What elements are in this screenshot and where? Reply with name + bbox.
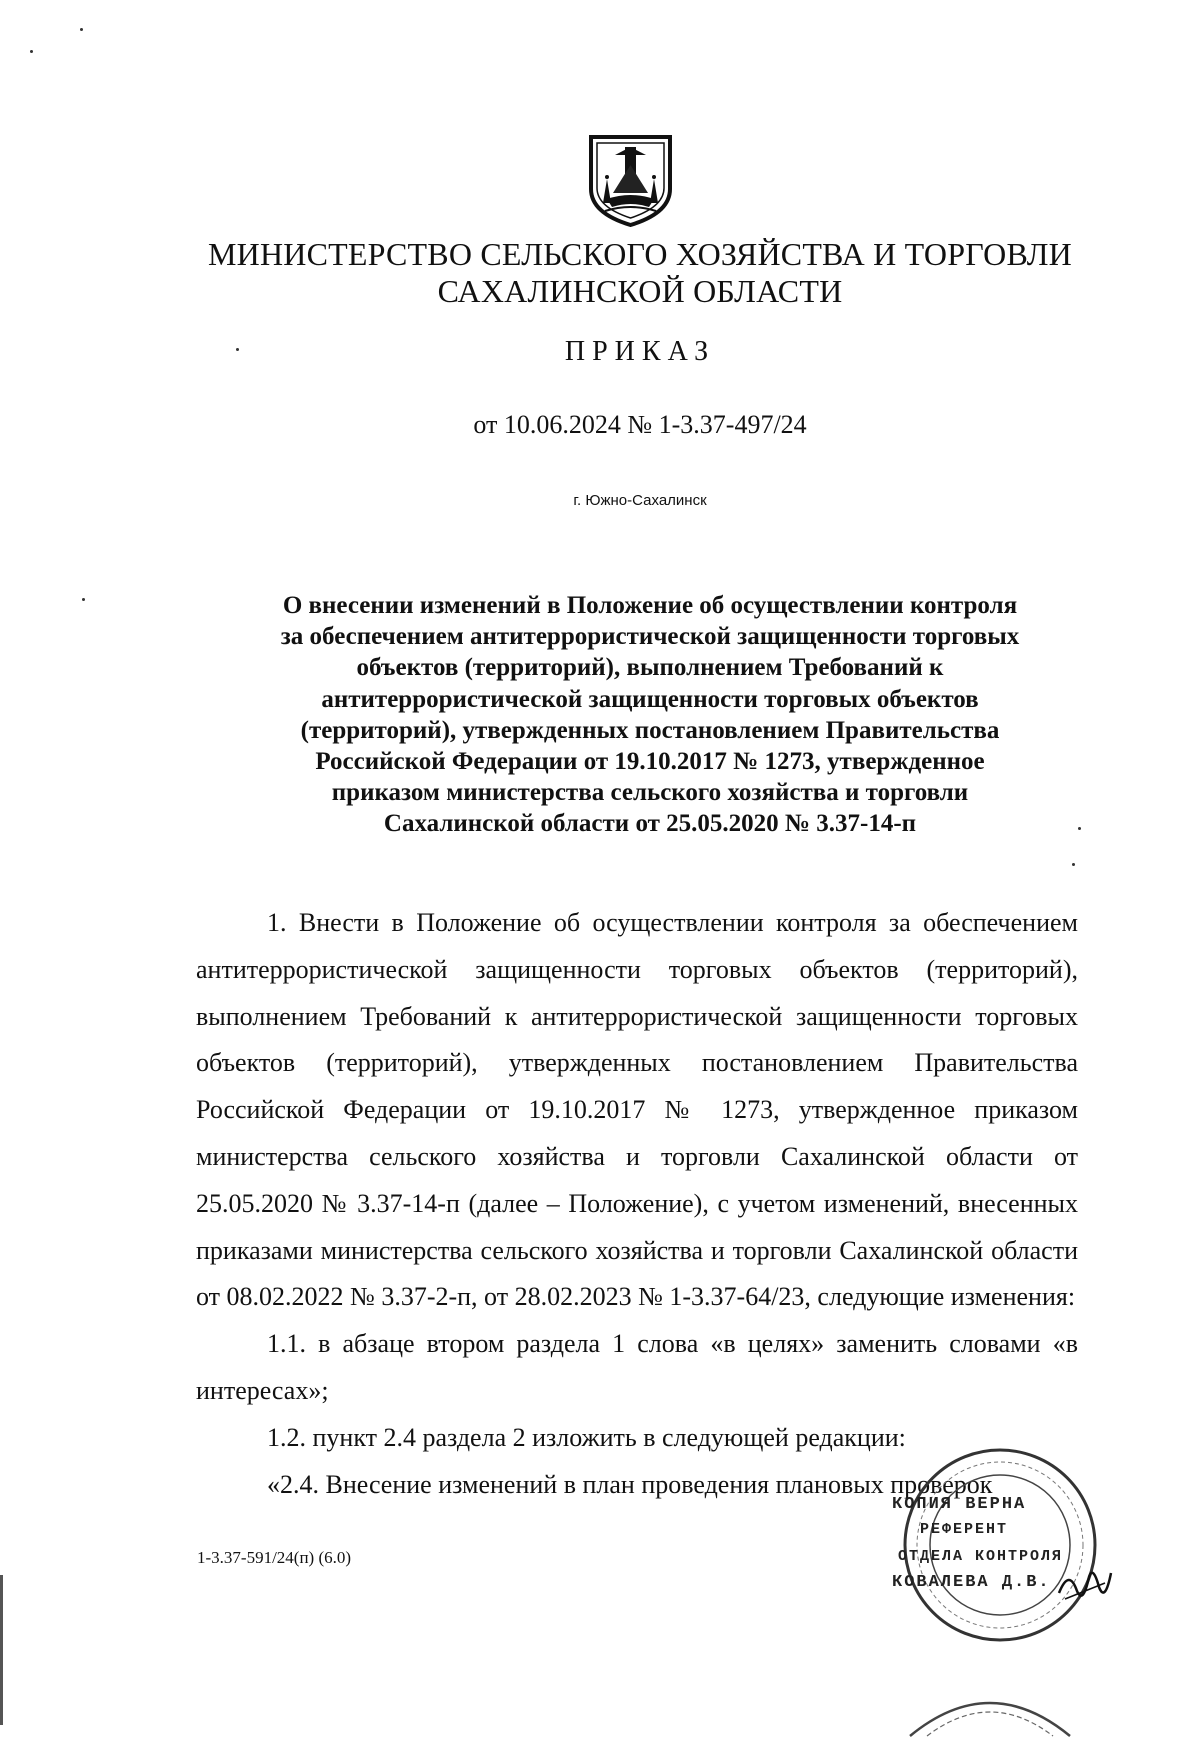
city-name: г. Южно-Сахалинск — [573, 492, 707, 509]
order-date-number: от 10.06.2024 № 1-3.37-497/24 — [473, 410, 807, 439]
ministry-name — [150, 236, 1130, 310]
stamp-position: РЕФЕРЕНТ — [920, 1521, 1009, 1538]
body-paragraph: 1. Внести в Положение об осуществлении контроля за обеспечением антитеррористической защищенности торговых объектов (территорий), выполнением Требований к антитеррористической защищенности торговых объектов (территорий), утвержденных постановлением Правительства Российской Федерации от 19.10.2017 № 1273, утвержденное приказом министерства сельского хозяйства и торговли Сахалинской области от 25.05.2020 № 3.37-14-п (далее – Положение), с учетом изменений, внесенных приказами министерства сельского хозяйства и торговли Сахалинской области от 08.02.2022 № 3.37-2-п, от 28.02.2023 № 1-3.37-64/23, следующие изменения: — [196, 908, 1078, 1312]
body-paragraph: 1.1. в абзаце втором раздела 1 слова «в целях» заменить словами «в интересах»; — [196, 1329, 1078, 1405]
stamp-department: ОТДЕЛА КОНТРОЛЯ — [898, 1548, 1064, 1565]
document-code: 1-3.37-591/24(п) (6.0) — [197, 1548, 352, 1567]
subject-line: объектов (территорий), выполнением Требований к — [356, 654, 944, 682]
subject-line: (территорий), утвержденных постановлением Правительства — [300, 716, 1000, 744]
copy-certification-stamp — [850, 1445, 1130, 1655]
scan-speck — [236, 348, 239, 351]
subject-line: Сахалинской области от 25.05.2020 № 3.37-14-п — [383, 810, 917, 838]
scan-speck — [30, 50, 33, 53]
document-type: ПРИКАЗ — [564, 336, 716, 367]
subject-line: антитеррористической защищенности торговых объектов — [321, 685, 979, 713]
stamp-signatory: КОВАЛЕВА Д.В. — [892, 1573, 1051, 1592]
scan-speck — [1072, 863, 1075, 866]
body-paragraph: «2.4. Внесение изменений в план проведения плановых проверок — [267, 1469, 993, 1499]
ministry-name-line1: МИНИСТЕРСТВО СЕЛЬСКОГО ХОЗЯЙСТВА И ТОРГОВЛИ — [208, 236, 1072, 272]
scan-edge-artifact — [0, 1575, 3, 1725]
subject-line: за обеспечением антитеррористической защищенности торговых — [280, 623, 1020, 651]
sakhalin-coat-of-arms-icon — [585, 133, 676, 227]
subject-line: приказом министерства сельского хозяйства и торговли — [331, 779, 969, 807]
signature-icon — [1055, 1563, 1115, 1608]
subject-line: О внесении изменений в Положение об осуществлении контроля — [282, 592, 1018, 619]
order-subject — [240, 590, 1060, 840]
scan-speck — [82, 598, 85, 601]
subject-line: Российской Федерации от 19.10.2017 № 1273, утвержденное — [315, 748, 985, 776]
scan-speck — [1078, 827, 1081, 830]
stamp-copy-certified: КОПИЯ ВЕРНА — [892, 1495, 1027, 1514]
ministry-name-line2: САХАЛИНСКОЙ ОБЛАСТИ — [437, 273, 843, 309]
partial-seal-icon — [905, 1688, 1075, 1738]
order-body — [196, 900, 1078, 1508]
body-paragraph: 1.2. пункт 2.4 раздела 2 изложить в следующей редакции: — [267, 1422, 906, 1452]
scan-speck — [80, 28, 83, 31]
